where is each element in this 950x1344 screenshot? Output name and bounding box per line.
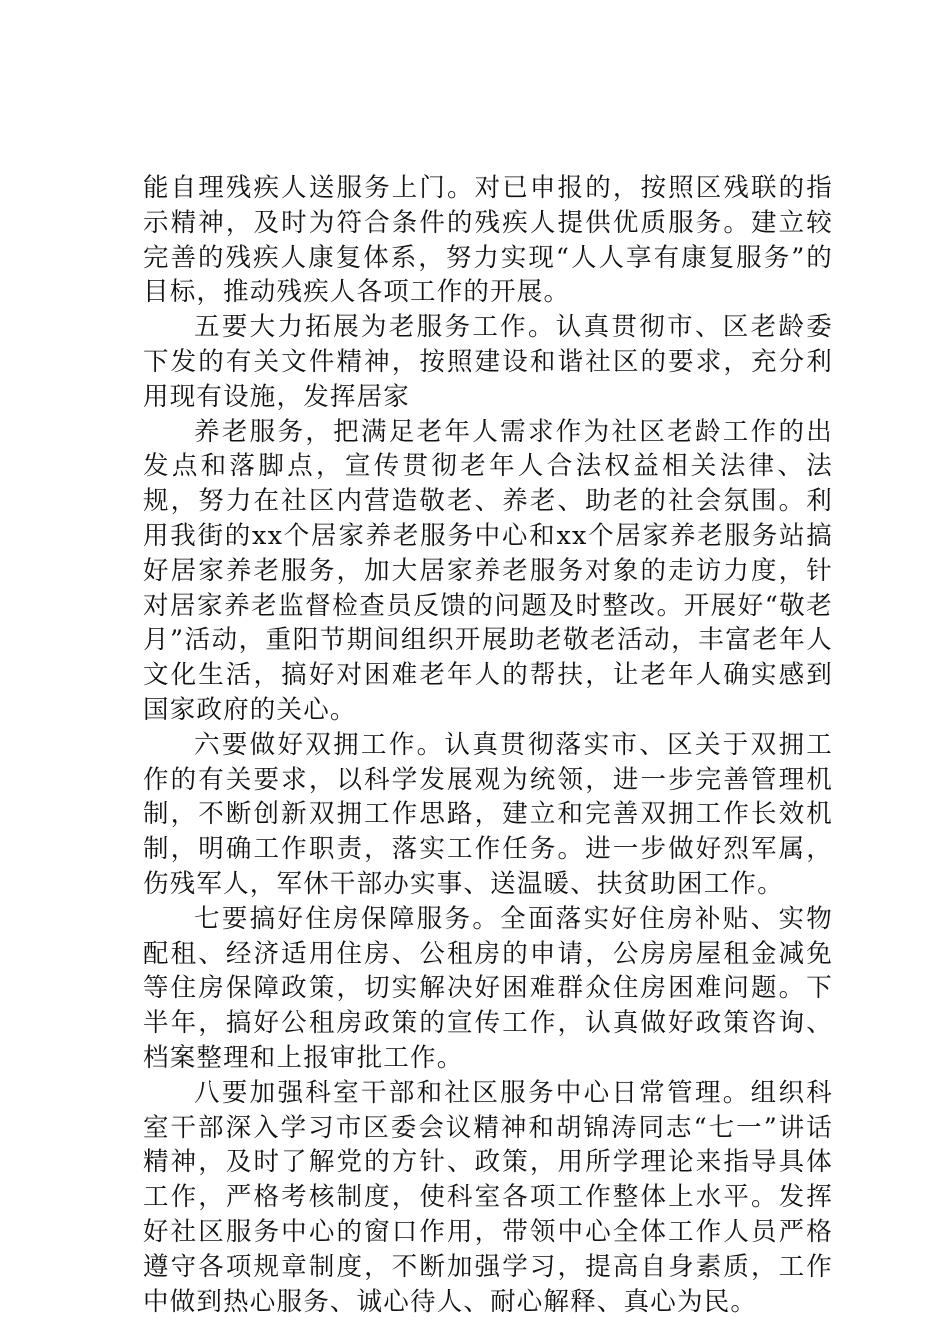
paragraph-elderly-services-intro: 五要大力拓展为老服务工作。认真贯彻市、区老龄委下发的有关文件精神，按照建设和谐社区的要求，充分利用现有设施，发挥居家	[143, 312, 833, 412]
paragraph-double-support: 六要做好双拥工作。认真贯彻落实市、区关于双拥工作的有关要求，以科学发展观为统领，进一步完善管理机制，不断创新双拥工作思路，建立和完善双拥工作长效机制，明确工作职责，落实工作任务。进一步做好烈军属，伤残军人，军休干部办实事、送温暖、扶贫助困工作。	[143, 729, 833, 899]
paragraph-disabled-services: 能自理残疾人送服务上门。对已申报的，按照区残联的指示精神，及时为符合条件的残疾人提供优质服务。建立较完善的残疾人康复体系，努力实现“人人享有康复服务”的目标，推动残疾人各项工作的开展。	[143, 173, 833, 308]
paragraph-home-elderly-care: 养老服务，把满足老年人需求作为社区老龄工作的出发点和落脚点，宣传贯彻老年人合法权益相关法律、法规，努力在社区内营造敬老、养老、助老的社会氛围。利用我街的xx个居家养老服务中心和xx个居家养老服务站搞好居家养老服务，加大居家养老服务对象的走访力度，针对居家养老监督检查员反馈的问题及时整改。开展好“敬老月”活动，重阳节期间组织开展助老敬老活动，丰富老年人文化生活，搞好对困难老年人的帮扶，让老年人确实感到国家政府的关心。	[143, 416, 833, 725]
paragraph-office-management: 八要加强科室干部和社区服务中心日常管理。组织科室干部深入学习市区委会议精神和胡锦涛同志“七一”讲话精神，及时了解党的方针、政策，用所学理论来指导具体工作，严格考核制度，使科室各项工作整体上水平。发挥好社区服务中心的窗口作用，带领中心全体工作人员严格遵守各项规章制度，不断加强学习，提高自身素质，工作中做到热心服务、诚心待人、耐心解释、真心为民。	[143, 1077, 833, 1317]
document-body	[143, 171, 833, 1319]
paragraph-housing-security: 七要搞好住房保障服务。全面落实好住房补贴、实物配租、经济适用住房、公租房的申请，公房房屋租金减免等住房保障政策，切实解决好困难群众住房困难问题。下半年，搞好公租房政策的宣传工作，认真做好政策咨询、档案整理和上报审批工作。	[143, 903, 833, 1073]
